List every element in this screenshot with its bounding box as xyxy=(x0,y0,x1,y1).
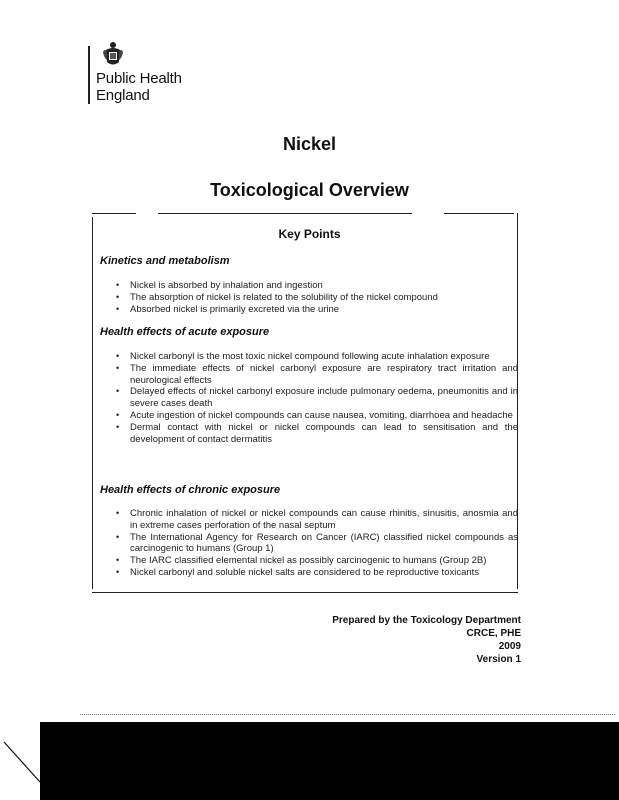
list-item: • Nickel is absorbed by inhalation and ingestion xyxy=(116,280,518,292)
scan-edge-line xyxy=(0,720,60,800)
list-item: • Nickel carbonyl is the most toxic nickel compound following acute inhalation exposure xyxy=(116,351,518,363)
section-heading-chronic: Health effects of chronic exposure xyxy=(100,484,281,496)
prepared-by-block xyxy=(332,614,521,666)
org-name-line1: Public Health xyxy=(96,70,182,87)
box-bottom-border xyxy=(92,592,518,593)
logo-bar xyxy=(88,46,90,104)
org-name xyxy=(96,70,182,104)
list-item: • Delayed effects of nickel carbonyl exposure include pulmonary oedema, pneumonitis and in severe cases death xyxy=(116,386,518,410)
key-points-heading: Key Points xyxy=(278,227,341,241)
list-item: • Dermal contact with nickel or nickel compounds can lead to sensitisation and the development of contact dermatitis xyxy=(116,422,518,446)
list-item: • The IARC classified elemental nickel as possibly carcinogenic to humans (Group 2B) xyxy=(116,555,518,567)
prepared-by-year: 2009 xyxy=(498,641,521,652)
prepared-by-line: Prepared by the Toxicology Department xyxy=(332,615,521,626)
royal-crest-icon xyxy=(102,40,124,68)
chronic-bullet-list xyxy=(116,508,518,579)
document-subtitle: Toxicological Overview xyxy=(210,180,409,200)
list-item: • Absorbed nickel is primarily excreted via the urine xyxy=(116,304,518,316)
phe-logo xyxy=(88,40,208,106)
box-top-border xyxy=(444,213,514,214)
scan-black-band xyxy=(40,722,619,800)
document-title: Nickel xyxy=(282,134,337,154)
list-item: • Nickel carbonyl and soluble nickel salts are considered to be reproductive toxicants xyxy=(116,567,518,579)
box-top-border xyxy=(92,213,136,214)
list-item: • The absorption of nickel is related to the solubility of the nickel compound xyxy=(116,292,518,304)
prepared-by-version: Version 1 xyxy=(476,654,521,665)
org-name-line2: England xyxy=(96,87,150,104)
prepared-by-org: CRCE, PHE xyxy=(466,628,521,639)
box-left-border xyxy=(92,217,93,589)
scan-artifact-dots xyxy=(80,714,615,719)
list-item: • Chronic inhalation of nickel or nickel compounds can cause rhinitis, sinusitis, anosmia and in extreme cases perforation of the nasal septum xyxy=(116,508,518,532)
list-item: • The International Agency for Research on Cancer (IARC) classified nickel compounds as carcinogenic to humans (Group 1) xyxy=(116,532,518,556)
acute-bullet-list xyxy=(116,351,518,445)
kinetics-bullet-list xyxy=(116,280,518,315)
list-item: • Acute ingestion of nickel compounds can cause nausea, vomiting, diarrhoea and headache xyxy=(116,410,518,422)
box-top-border xyxy=(158,213,412,214)
list-item: • The immediate effects of nickel carbonyl exposure are respiratory tract irritation and neurological effects xyxy=(116,363,518,387)
section-heading-kinetics: Kinetics and metabolism xyxy=(100,255,230,267)
section-heading-acute: Health effects of acute exposure xyxy=(100,326,270,338)
